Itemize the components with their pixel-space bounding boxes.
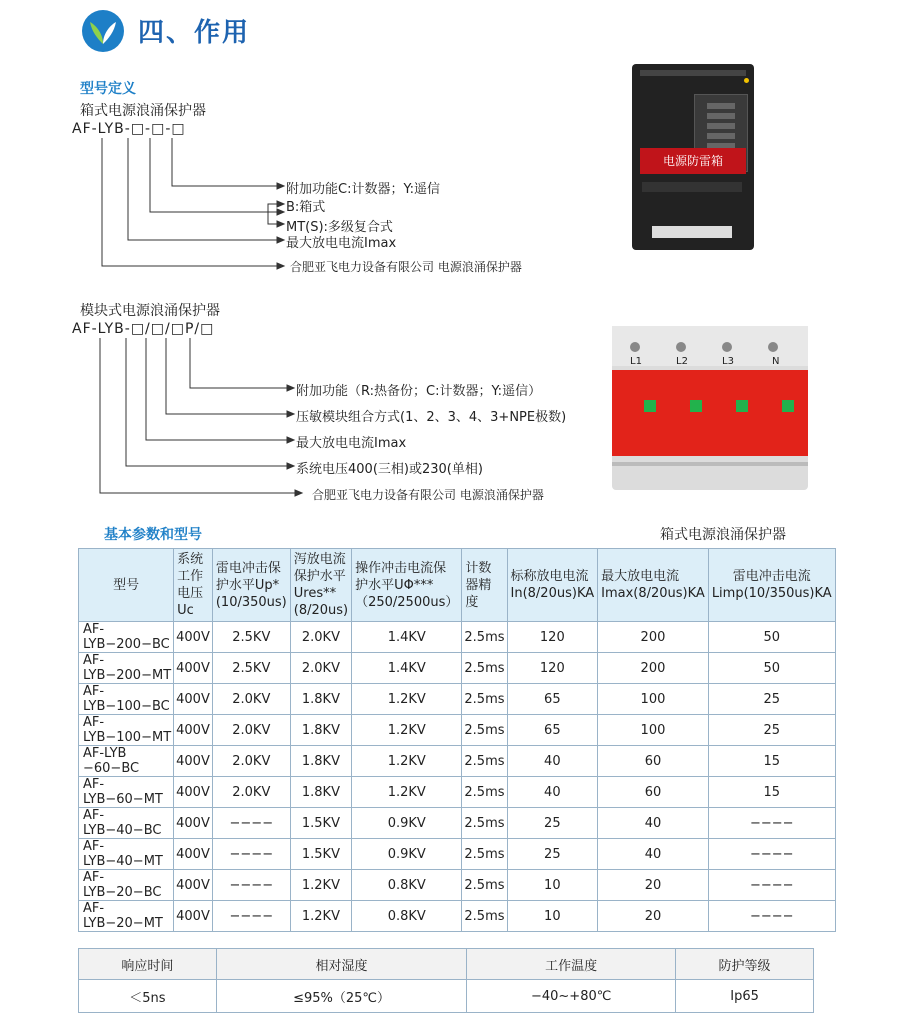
- cell: 1.2KV: [290, 901, 351, 932]
- spec-header-row: [79, 549, 836, 622]
- module-desc-imax: 最大放电电流Imax: [296, 436, 407, 451]
- env-value: Ip65: [676, 980, 814, 1013]
- cell: 400V: [174, 746, 213, 777]
- cell: 1.2KV: [352, 715, 462, 746]
- env-value: −40~+80℃: [467, 980, 676, 1013]
- cell: 2.0KV: [290, 653, 351, 684]
- surge-box-image: [632, 64, 754, 250]
- cell: 60: [598, 777, 709, 808]
- cell: 40: [507, 746, 598, 777]
- cell: −−−−: [212, 901, 290, 932]
- cell: 10: [507, 901, 598, 932]
- cell: 1.8KV: [290, 777, 351, 808]
- cell: 1.5KV: [290, 808, 351, 839]
- env-header: 防护等级: [676, 949, 814, 980]
- cell-model: AF-LYB−20−MT: [79, 901, 174, 932]
- table-row: [79, 901, 836, 932]
- env-header-row: [79, 949, 814, 980]
- header-uphi: 操作冲击电流保护水平UΦ***（250/2500us）: [352, 549, 462, 622]
- pole-label: L2: [676, 356, 688, 367]
- box-desc-company: 合肥亚飞电力设备有限公司 电源浪涌保护器: [290, 260, 522, 274]
- cell: 2.5ms: [462, 901, 507, 932]
- cell: 1.2KV: [352, 777, 462, 808]
- cell: 100: [598, 684, 709, 715]
- terminal-screw-icon: [676, 342, 686, 352]
- header-voltage: 系统工作电压Uc: [174, 549, 213, 622]
- cell-model: AF-LYB−40−MT: [79, 839, 174, 870]
- box-desc-imax: 最大放电电流Imax: [286, 236, 397, 251]
- cell: 40: [598, 808, 709, 839]
- cell: 2.5ms: [462, 622, 507, 653]
- surge-box-label: 电源防雷箱: [640, 148, 746, 174]
- red-module-body: [612, 370, 808, 456]
- box-type-name: 箱式电源浪涌保护器: [80, 103, 206, 119]
- cell-model: AF-LYB−20−BC: [79, 870, 174, 901]
- status-light-icon: [744, 78, 749, 83]
- page-title: 四、作用: [138, 18, 251, 48]
- cell: 120: [507, 622, 598, 653]
- cell: −−−−: [212, 839, 290, 870]
- cell: 0.9KV: [352, 808, 462, 839]
- cell: 2.5ms: [462, 839, 507, 870]
- cell: 1.2KV: [352, 746, 462, 777]
- cell: 1.5KV: [290, 839, 351, 870]
- header-counter: 计数器精度: [462, 549, 507, 622]
- env-header: 相对湿度: [216, 949, 466, 980]
- cell: 400V: [174, 839, 213, 870]
- table-row: [79, 622, 836, 653]
- cell: 400V: [174, 870, 213, 901]
- table-row: [79, 777, 836, 808]
- cell: 200: [598, 653, 709, 684]
- cell: 400V: [174, 653, 213, 684]
- cell: 400V: [174, 777, 213, 808]
- cell: 2.0KV: [212, 684, 290, 715]
- cell: 400V: [174, 808, 213, 839]
- cell: −−−−: [708, 808, 835, 839]
- pole-label: N: [772, 356, 780, 367]
- cell: 20: [598, 901, 709, 932]
- cell: −−−−: [708, 839, 835, 870]
- terminal-screw-icon: [722, 342, 732, 352]
- cell: 65: [507, 715, 598, 746]
- header-up: 雷电冲击保护水平Up*(10/350us): [212, 549, 290, 622]
- cell: 120: [507, 653, 598, 684]
- cell: 10: [507, 870, 598, 901]
- cell: 1.2KV: [290, 870, 351, 901]
- cell: −−−−: [708, 901, 835, 932]
- box-desc-type: B:箱式: [286, 200, 326, 215]
- cell: 2.0KV: [212, 746, 290, 777]
- cell: 60: [598, 746, 709, 777]
- table-row: [79, 808, 836, 839]
- cell: 0.8KV: [352, 901, 462, 932]
- table-row: [79, 653, 836, 684]
- box-desc-multistage: MT(S):多级复合式: [286, 220, 393, 235]
- cell: 2.5ms: [462, 715, 507, 746]
- cell: 65: [507, 684, 598, 715]
- env-value-row: [79, 980, 814, 1013]
- spec-table: [78, 548, 836, 932]
- module-desc-combination: 压敏模块组合方式(1、2、3、4、3+NPE极数): [296, 410, 567, 425]
- cell: 50: [708, 622, 835, 653]
- env-header: 工作温度: [467, 949, 676, 980]
- env-value: ＜5ns: [79, 980, 217, 1013]
- cell: 1.2KV: [352, 684, 462, 715]
- module-desc-function: 附加功能（R:热备份；C:计数器；Y:遥信）: [296, 384, 542, 399]
- cell: 40: [598, 839, 709, 870]
- cell: −−−−: [708, 870, 835, 901]
- table-row: [79, 839, 836, 870]
- model-def-title: 型号定义: [80, 81, 136, 97]
- cell-model: AF-LYB−100−MT: [79, 715, 174, 746]
- cell: 1.8KV: [290, 746, 351, 777]
- terminal-screw-icon: [768, 342, 778, 352]
- cell: 25: [507, 808, 598, 839]
- environment-table: [78, 948, 814, 1013]
- cell: 200: [598, 622, 709, 653]
- box-model-code: AF-LYB-□-□-□: [72, 121, 186, 137]
- cell: 2.5ms: [462, 653, 507, 684]
- cell: −−−−: [212, 870, 290, 901]
- header-imax: 最大放电电流Imax(8/20us)KA: [598, 549, 709, 622]
- surge-module-image: [612, 326, 808, 490]
- cell: 1.4KV: [352, 622, 462, 653]
- cell: 2.5ms: [462, 777, 507, 808]
- cell: 2.5ms: [462, 684, 507, 715]
- cell: 15: [708, 746, 835, 777]
- cell: 0.9KV: [352, 839, 462, 870]
- header-ures: 泻放电流保护水平Ures**(8/20us): [290, 549, 351, 622]
- module-model-code: AF-LYB-□/□/□P/□: [72, 321, 215, 337]
- cell: 2.0KV: [290, 622, 351, 653]
- env-header: 响应时间: [79, 949, 217, 980]
- cell-model: AF-LYB−200−BC: [79, 622, 174, 653]
- cell: 100: [598, 715, 709, 746]
- table-row: [79, 684, 836, 715]
- cell: 1.8KV: [290, 715, 351, 746]
- cell: 2.0KV: [212, 777, 290, 808]
- cell: 2.5KV: [212, 653, 290, 684]
- cell: 400V: [174, 622, 213, 653]
- env-value: ≤95%（25℃）: [216, 980, 466, 1013]
- cell: −−−−: [212, 808, 290, 839]
- pole-label: L3: [722, 356, 734, 367]
- module-desc-voltage: 系统电压400(三相)或230(单相): [296, 462, 483, 477]
- cell: 50: [708, 653, 835, 684]
- params-right-title: 箱式电源浪涌保护器: [660, 527, 786, 543]
- box-desc-function: 附加功能C:计数器；Y:遥信: [286, 182, 441, 197]
- cell: 15: [708, 777, 835, 808]
- module-type-name: 模块式电源浪涌保护器: [80, 303, 220, 319]
- cell: 20: [598, 870, 709, 901]
- cell: 2.5KV: [212, 622, 290, 653]
- cell-model: AF-LYB −60−BC: [79, 746, 174, 777]
- cell: 1.8KV: [290, 684, 351, 715]
- cell-model: AF-LYB−200−MT: [79, 653, 174, 684]
- terminal-screw-icon: [630, 342, 640, 352]
- cell: 25: [708, 715, 835, 746]
- cell: 2.5ms: [462, 746, 507, 777]
- cell-model: AF-LYB−40−BC: [79, 808, 174, 839]
- cell: 400V: [174, 684, 213, 715]
- table-row: [79, 746, 836, 777]
- header-model: 型号: [79, 549, 174, 622]
- cell: 2.5ms: [462, 808, 507, 839]
- params-title: 基本参数和型号: [104, 527, 202, 543]
- header-in: 标称放电电流In(8/20us)KA: [507, 549, 598, 622]
- cell: 2.5ms: [462, 870, 507, 901]
- cell: 1.4KV: [352, 653, 462, 684]
- table-row: [79, 715, 836, 746]
- pole-label: L1: [630, 356, 642, 367]
- cell: 0.8KV: [352, 870, 462, 901]
- table-row: [79, 870, 836, 901]
- header-limp: 雷电冲击电流Limp(10/350us)KA: [708, 549, 835, 622]
- cell: 25: [708, 684, 835, 715]
- cell: 2.0KV: [212, 715, 290, 746]
- cell-model: AF-LYB−100−BC: [79, 684, 174, 715]
- cell: 25: [507, 839, 598, 870]
- cell: 400V: [174, 715, 213, 746]
- cell-model: AF-LYB−60−MT: [79, 777, 174, 808]
- module-desc-company: 合肥亚飞电力设备有限公司 电源浪涌保护器: [312, 488, 544, 502]
- cell: 40: [507, 777, 598, 808]
- cell: 400V: [174, 901, 213, 932]
